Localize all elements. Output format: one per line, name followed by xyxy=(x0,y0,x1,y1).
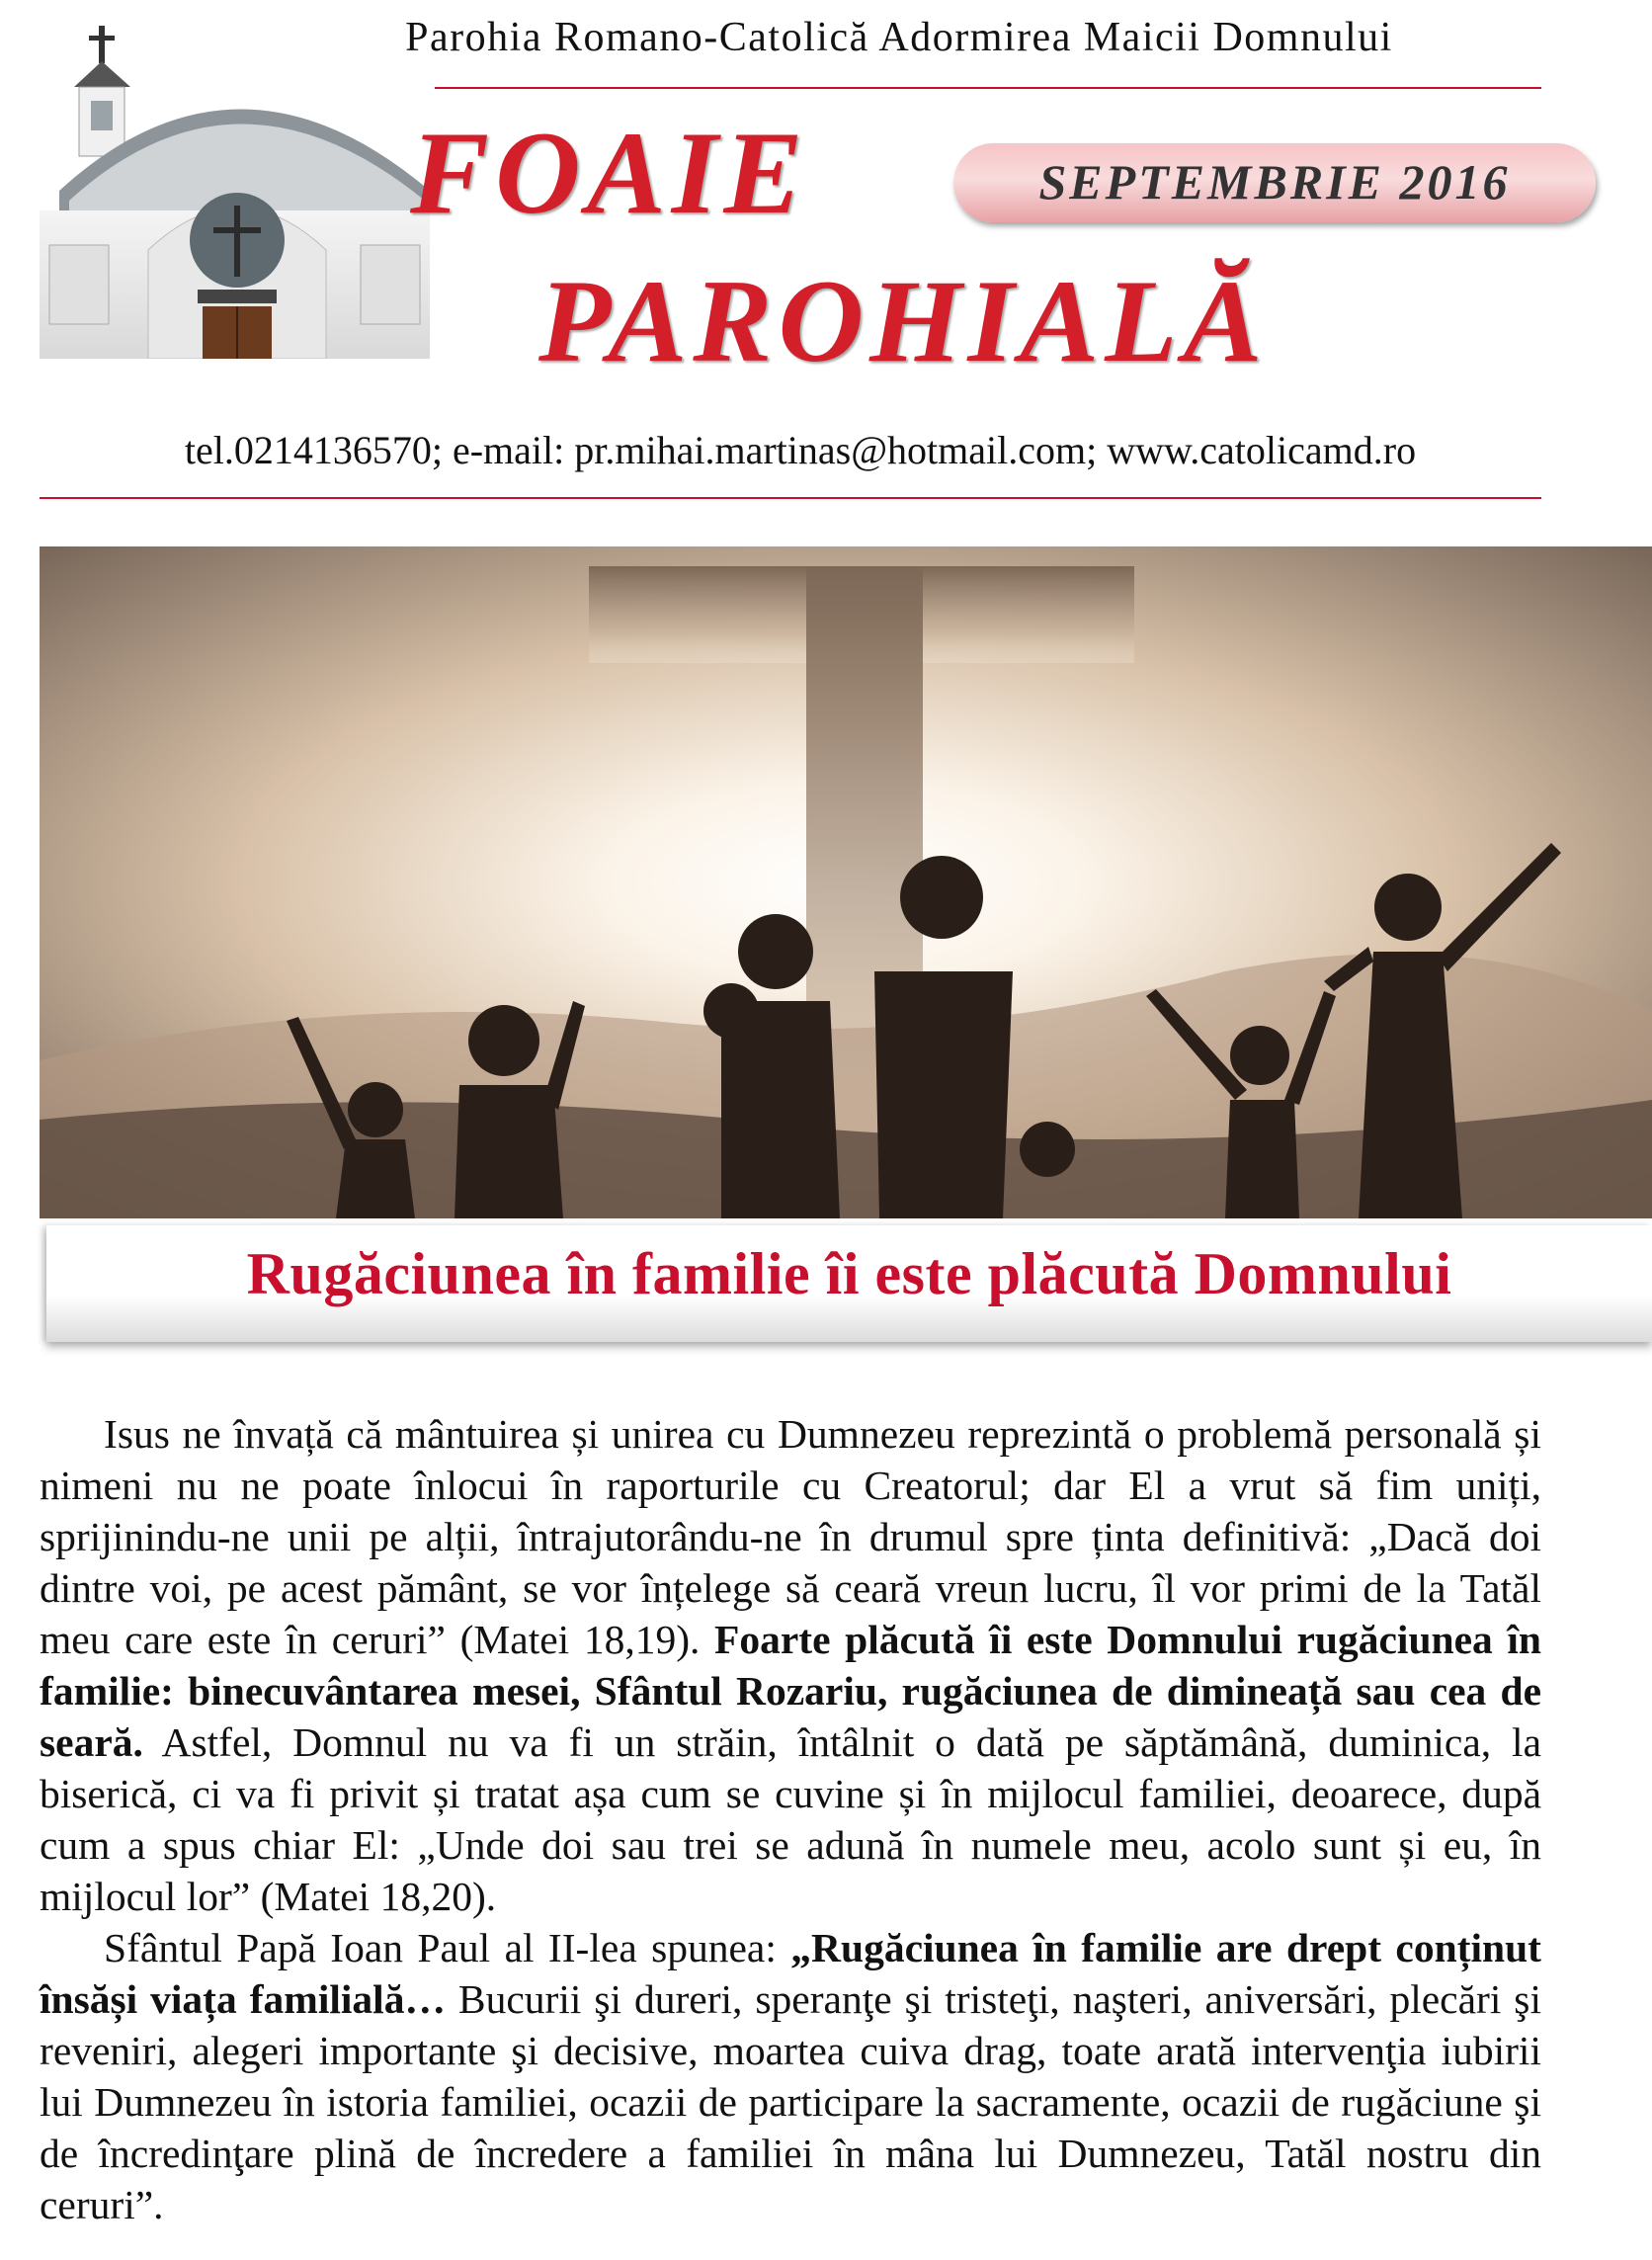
issue-date: SEPTEMBRIE 2016 xyxy=(1038,154,1511,209)
parish-name: Parohia Romano-Catolică Adormirea Maicii Domnului xyxy=(405,15,1393,60)
paragraph-2 xyxy=(40,1922,1541,2230)
paragraph-1 xyxy=(40,1408,1541,1922)
paragraph-2-part-2: Bucurii şi dureri, speranţe şi tristeţi, naşteri, aniversări, plecări şi reveniri, alegeri importante şi decisive, moartea cuiva drag, toate arată intervenţia iubirii lui Dumnezeu în istoria familiei, ocazii de participare la sacramente, ocazii de rugăciune şi de încredinţare plină de încredere a familiei în mâna lui Dumnezeu, Tatăl nostru din ceruri”. xyxy=(40,1976,1541,2227)
newsletter-title-line1: FOAIE xyxy=(410,107,809,238)
paragraph-2-part-1: Sfântul Papă Ioan Paul al II-lea spunea: xyxy=(104,1925,791,1970)
article-headline: Rugăciunea în familie îi este plăcută Domnului xyxy=(246,1241,1452,1306)
paragraph-1-part-2: Astfel, Domnul nu va fi un străin, întâlnit o dată pe săptămână, duminica, la biserică, ci va fi privit și tratat așa cum se cuvine și în mijlocul familiei, deoarece, după cum a spus chiar El: „Unde doi sau trei se adună în numele meu, acolo sunt și eu, în mijlocul lor” (Matei 18,20). xyxy=(40,1719,1541,1919)
church-photo xyxy=(40,18,430,359)
paragraph-2-quote: „Rugăciunea în familie are drept conținut însăși viața familială… xyxy=(40,1925,1541,2022)
top-divider xyxy=(435,87,1541,89)
paragraph-1-part-1: Isus ne învață că mântuirea și unirea cu Dumnezeu reprezintă o problemă personală și nimeni nu ne poate înlocui în raporturile cu Creatorul; dar El a vrut să fim uniți, sprijinindu-ne unii pe alții, întrajutorându-ne în drumul spre ținta definitivă: „Dacă doi dintre voi, pe acest pământ, se vor înțelege să ceară vreun lucru, îl vor primi de la Tatăl meu care este în ceruri” (Matei 18,19). xyxy=(40,1411,1541,1662)
newsletter-title-line2: PAROHIALĂ xyxy=(538,255,1269,386)
article-body xyxy=(40,1408,1541,2230)
contact-info: tel.0214136570; e-mail: pr.mihai.martinas@hotmail.com; www.catolicamd.ro xyxy=(184,428,1417,472)
header-bottom-divider xyxy=(40,497,1541,499)
paragraph-1-bold: Foarte plăcută îi este Domnului rugăciunea în familie: binecuvântarea mesei, Sfântul Rozariu, rugăciunea de dimineață sau cea de seară. xyxy=(40,1617,1541,1765)
hero-image xyxy=(40,546,1652,1218)
